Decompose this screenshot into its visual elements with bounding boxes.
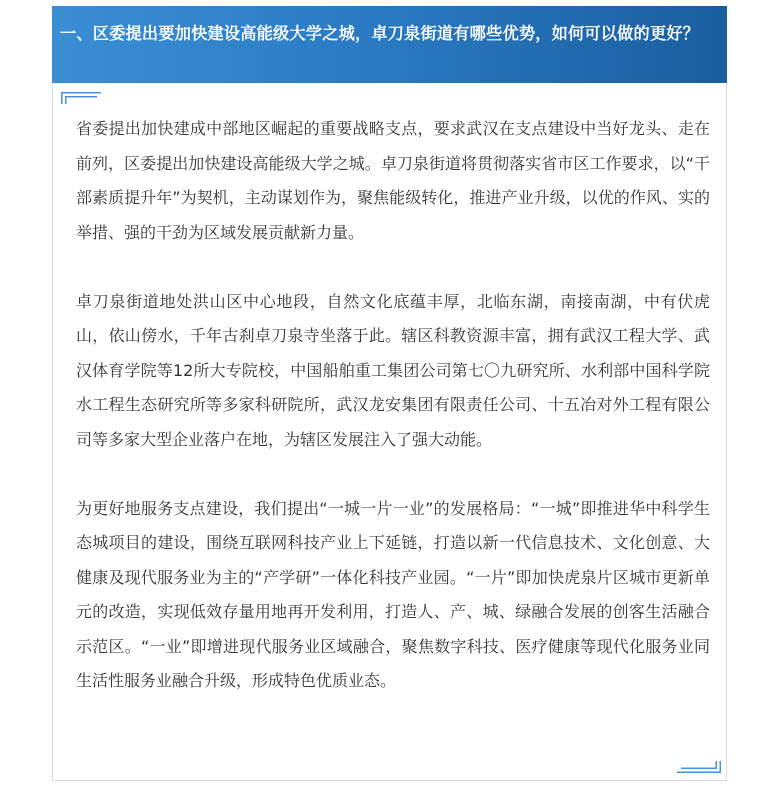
- paragraph-plan: 为更好地服务支点建设，我们提出“一城一片一业”的发展格局：“一城”即推进华中科学生态城项目的建设，围绕互联网科技产业上下延链，打造以新一代信息技术、文化创意、大健康及现代服务业为主的“产学研”一体化科技产业园。“一片”即加快虎泉片区城市更新单元的改造，实现低效存量用地再开发利用，打造人、产、城、绿融合发展的创客生活融合示范区。“一业”即增进现代服务业区域融合，聚焦数字科技、医疗健康等现代化服务业同生活性服务业融合升级，形成特色优质业态。: [76, 498, 710, 690]
- corner-bracket-icon: [677, 761, 721, 773]
- article-body: [76, 112, 710, 699]
- paragraph-advantages: 卓刀泉街道地处洪山区中心地段，自然文化底蕴丰厚，北临东湖，南接南湖，中有伏虎山，依山傍水，千年古刹卓刀泉寺坐落于此。辖区科教资源丰富，拥有武汉工程大学、武汉体育学院等12所大专院校，中国船舶重工集团公司第七〇九研究所、水利部中国科学院水工程生态研究所等多家科研院所，武汉龙安集团有限责任公司、十五冶对外工程有限公司等多家大型企业落户在地，为辖区发展注入了强大动能。: [76, 291, 710, 449]
- paragraph-intro: 省委提出加快建成中部地区崛起的重要战略支点，要求武汉在支点建设中当好龙头、走在前列，区委提出加快建设高能级大学之城。卓刀泉街道将贯彻落实省市区工作要求，以“干部素质提升年”为契机，主动谋划作为，聚焦能级转化，推进产业升级，以优的作风、实的举措、强的干劲为区域发展贡献新力量。: [76, 119, 710, 242]
- section-header: [52, 6, 727, 83]
- section-title: 一、区委提出要加快建设高能级大学之城，卓刀泉街道有哪些优势，如何可以做的更好？: [60, 24, 700, 43]
- corner-bracket-icon: [61, 92, 101, 104]
